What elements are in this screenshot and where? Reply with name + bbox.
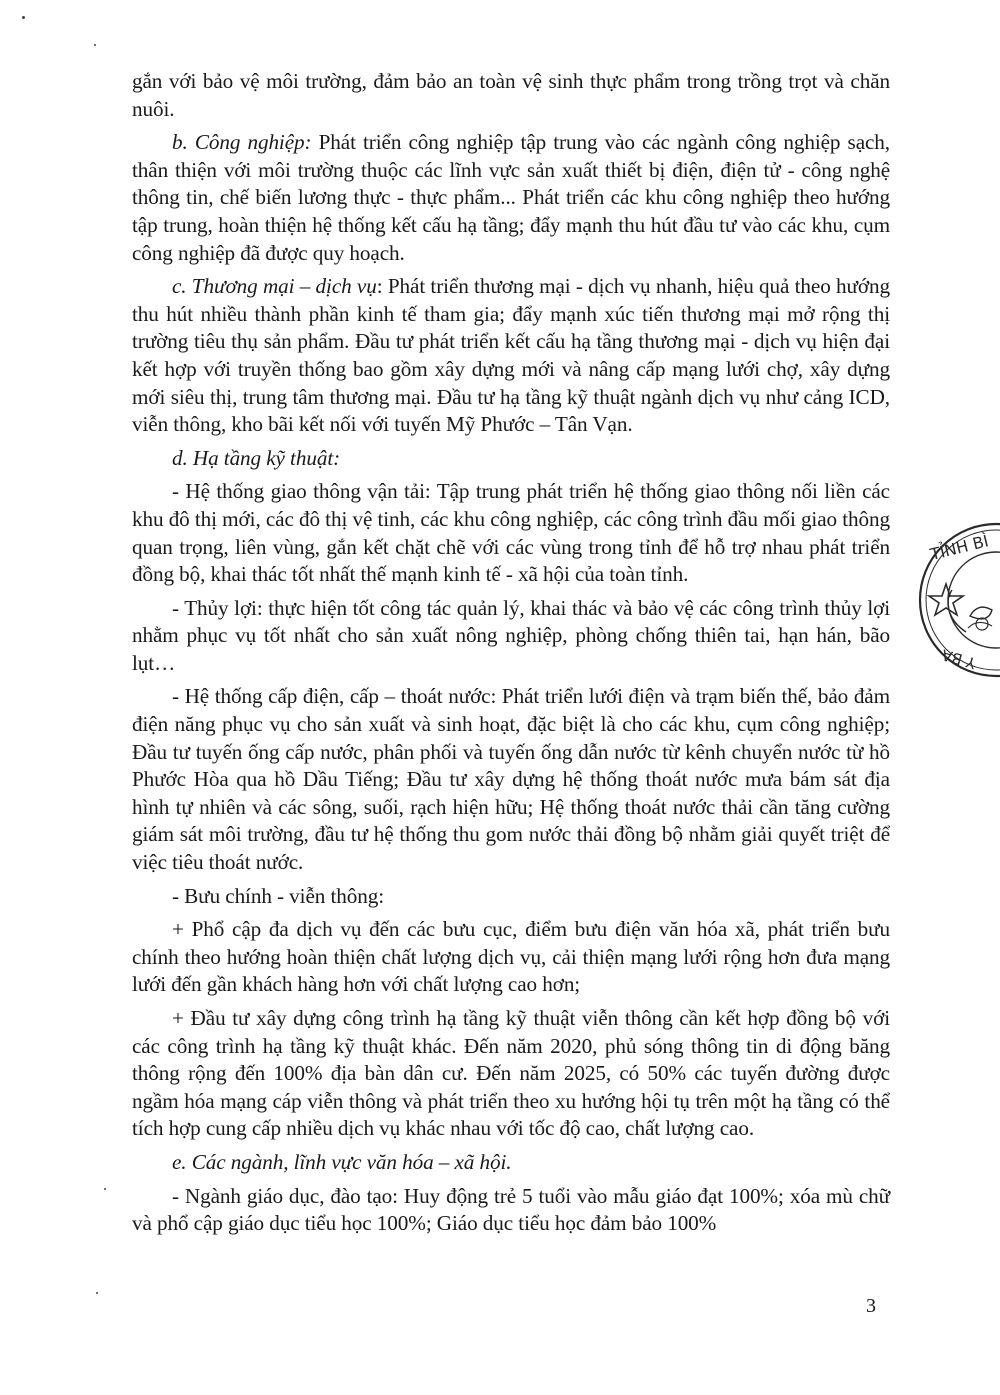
paragraph-irrigation-text: - Thủy lợi: thực hiện tốt công tác quản lý, khai thác và bảo vệ các công trình thủy lợi nhằm phục vụ tốt nhất cho sản xuất nông nghiệp, phòng chống thiên tai, hạn hán, bão lụt… — [132, 595, 890, 675]
paragraph-trade-services — [132, 273, 890, 439]
paragraph-postal — [132, 916, 890, 999]
heading-infrastructure: d. Hạ tầng kỹ thuật: — [172, 445, 341, 470]
scan-speck — [94, 44, 96, 46]
paragraph-power-water-text: - Hệ thống cấp điện, cấp – thoát nước: Phát triển lưới điện và trạm biến thế, bảo đảm điện năng phục vụ cho sản xuất và sinh hoạt, đặc biệt là cho các khu, cụm công nghiệp; Đầu tư tuyến ống cấp nước, phân phối và tuyến ống dẫn nước từ kênh chuyển nước từ hồ Phước Hòa qua hồ Dầu Tiếng; Đầu tư xây dựng hệ thống thoát nước mưa bám sát địa hình tự nhiên và các sông, suối, rạch hiện hữu; Hệ thống thoát nước thải cần tăng cường giám sát môi trường, đầu tư hệ thống thu gom nước thải đồng bộ nhằm giải quyết triệt để việc tiêu thoát nước. — [132, 684, 890, 875]
svg-text:Y BA: Y BA — [939, 645, 978, 673]
heading-culture-society: e. Các ngành, lĩnh vực văn hóa – xã hội. — [172, 1149, 512, 1174]
paragraph-telecom-heading — [132, 883, 890, 911]
paragraph-education-text: - Ngành giáo dục, đào tạo: Huy động trẻ 5 tuổi vào mẫu giáo đạt 100%; xóa mù chữ và phổ cập giáo dục tiểu học 100%; Giáo dục tiểu học đảm bảo 100% — [132, 1183, 890, 1236]
scan-speck — [104, 1188, 106, 1190]
svg-text:TỈNH BÌ: TỈNH BÌ — [928, 531, 991, 565]
heading-trade-services: c. Thương mại – dịch vụ — [172, 274, 377, 299]
heading-industry: b. Công nghiệp: — [172, 130, 312, 155]
paragraph-transport-text: - Hệ thống giao thông vận tải: Tập trung phát triển hệ thống giao thông nối liền các khu đô thị mới, các đô thị vệ tinh, các khu công nghiệp, các công trình đầu mối giao thông quan trọng, liên vùng, gắn kết chặt chẽ với các vùng trong tỉnh để hỗ trợ nhau phát triển đồng bộ, khai thác tốt nhất thế mạnh kinh tế - xã hội của toàn tỉnh. — [132, 479, 890, 587]
paragraph-trade-services-text: : Phát triển thương mại - dịch vụ nhanh, hiệu quả theo hướng thu hút nhiều thành phần kinh tế tham gia; đẩy mạnh xúc tiến thương mại mở rộng thị trường tiêu thụ sản phẩm. Đầu tư phát triển kết cấu hạ tầng thương mại - dịch vụ hiện đại kết hợp với truyền thống bao gồm xây dựng mới và nâng cấp mạng lưới chợ, xây dựng mới siêu thị, trung tâm thương mại. Đầu tư hạ tầng kỹ thuật ngành dịch vụ như cảng ICD, viễn thông, kho bãi kết nối với tuyến Mỹ Phước – Tân Vạn. — [132, 274, 890, 437]
paragraph-industry-text: Phát triển công nghiệp tập trung vào các ngành công nghiệp sạch, thân thiện với môi trường thuộc các lĩnh vực sản xuất thiết bị điện, điện tử - công nghệ thông tin, chế biến lương thực - thực phẩm... Phát triển các khu công nghiệp theo hướng tập trung, hoàn thiện hệ thống kết cấu hạ tầng; đẩy mạnh thu hút đầu tư vào các khu, cụm công nghiệp đã được quy hoạch. — [132, 130, 890, 265]
paragraph-0-text: gắn với bảo vệ môi trường, đảm bảo an toàn vệ sinh thực phẩm trong trồng trọt và chăn nuôi. — [132, 69, 890, 121]
paragraph-telecom-heading-text: - Bưu chính - viễn thông: — [172, 883, 385, 908]
scan-speck — [22, 16, 25, 19]
body-text — [132, 68, 890, 1244]
page-number: 3 — [866, 1295, 876, 1317]
paragraph-power-water — [132, 683, 890, 876]
official-seal-stamp — [908, 520, 1000, 680]
paragraph-irrigation — [132, 595, 890, 678]
paragraph-culture-heading — [132, 1149, 890, 1177]
paragraph-transport — [132, 478, 890, 588]
seal-stamp-icon — [908, 520, 1000, 680]
paragraph-telecom-infra — [132, 1005, 890, 1143]
paragraph-education — [132, 1183, 890, 1238]
paragraph-industry — [132, 129, 890, 267]
paragraph-infrastructure-heading — [132, 445, 890, 473]
paragraph-0 — [132, 68, 890, 123]
scan-speck — [96, 1292, 98, 1294]
paragraph-telecom-infra-text: + Đầu tư xây dựng công trình hạ tầng kỹ thuật viễn thông cần kết hợp đồng bộ với các công trình hạ tầng kỹ thuật khác. Đến năm 2020, phủ sóng thông tin di động băng thông rộng đến 100% địa bàn dân cư. Đến năm 2025, có 50% các tuyến đường được ngầm hóa mạng cáp viễn thông và phát triển theo xu hướng hội tụ trên một hạ tầng có thể tích hợp cung cấp nhiều dịch vụ khác nhau với tốc độ cao, chất lượng cao. — [132, 1006, 890, 1141]
paragraph-postal-text: + Phổ cập đa dịch vụ đến các bưu cục, điểm bưu điện văn hóa xã, phát triển bưu chính theo hướng hoàn thiện chất lượng dịch vụ, cải thiện mạng lưới rộng hơn đưa mạng lưới đến gần khách hàng hơn với chất lượng cao hơn; — [132, 917, 890, 997]
